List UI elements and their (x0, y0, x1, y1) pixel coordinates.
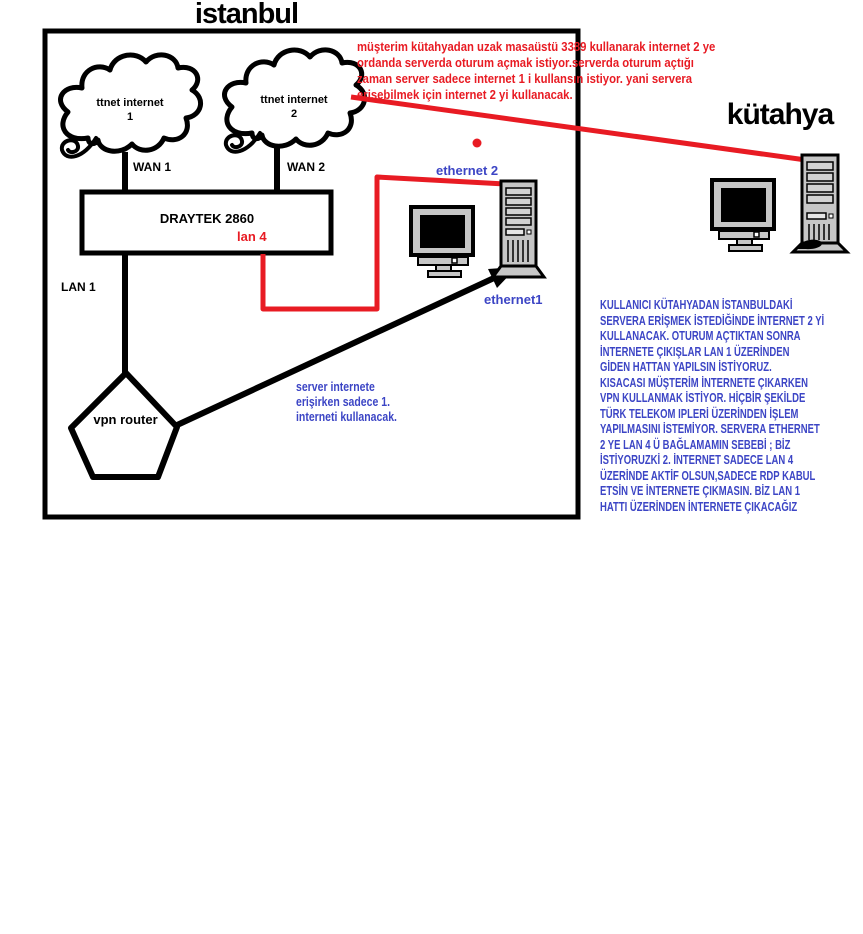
requirements-note-line: KULLANACAK. OTURUM AÇTIKTAN SONRA (600, 329, 801, 343)
cloud-1-label: ttnet internet 1 (96, 97, 164, 123)
ethernet2-label: ethernet 2 (436, 163, 499, 178)
lan4-label: lan 4 (237, 229, 267, 244)
requirements-note-line: İNTERNETE ÇIKIŞLAR LAN 1 ÜZERİNDEN (600, 344, 790, 359)
red-note-line: ordanda serverda oturum açmak istiyor.serverda oturum açtığı (357, 55, 694, 70)
istanbul-monitor-icon (411, 207, 473, 277)
ethernet1-label: ethernet1 (484, 292, 543, 307)
cloud-2-label: ttnet internet 2 (260, 94, 328, 120)
kutahya-server-tower-icon (793, 155, 847, 252)
wan2-label: WAN 2 (287, 160, 326, 174)
site-title-kutahya: kütahya (726, 98, 834, 131)
requirements-note-line: KISACASI MÜŞTERİM İNTERNETE ÇIKARKEN (600, 375, 808, 390)
wan1-label: WAN 1 (133, 160, 172, 174)
requirements-note-line: İSTİYORUZKİ 2. İNTERNET SADECE LAN 4 (600, 453, 794, 467)
red-note-line: müşterim kütahyadan uzak masaüstü 3389 kullanarak internet 2 ye (357, 39, 716, 54)
requirements-note-line: ETSİN VE İNTERNETE ÇIKMASIN. BİZ LAN 1 (600, 484, 801, 498)
requirements-note-line: HATTI ÜZERİNDEN İNTERNETE ÇIKACAĞIZ (600, 499, 798, 514)
server-note-line: interneti kullanacak. (296, 410, 397, 424)
istanbul-server-tower-icon (493, 181, 544, 277)
draytek-router-label: DRAYTEK 2860 (159, 211, 255, 226)
vpn-router-label: vpn router (93, 412, 158, 427)
requirements-note-line: YAPILMASINI İSTEMİYOR. SERVERA ETHERNET (600, 422, 820, 436)
server-note-line: server internete (296, 380, 375, 394)
requirements-note-line: VPN KULLANMAK İSTİYOR. HİÇBİR ŞEKİLDE (600, 391, 806, 405)
requirements-note-line: KULLANICI KÜTAHYADAN İSTANBULDAKİ (600, 298, 793, 312)
site-title-istanbul: istanbul (194, 0, 299, 30)
requirements-note-line: GİDEN HATTAN YAPILSIN İSTİYORUZ. (600, 360, 772, 374)
requirements-note-line: ÜZERİNDE AKTİF OLSUN,SADECE RDP KABUL (600, 468, 816, 483)
requirements-note-line: SERVERA ERİŞMEK İSTEDİĞİNDE İNTERNET 2 Yİ (600, 313, 825, 328)
red-note-line: zaman server sadece internet 1 i kullansın istiyor. yani servera (357, 71, 693, 86)
requirements-note-line: TÜRK TELEKOM IPLERİ ÜZERİNDEN İŞLEM (600, 406, 799, 421)
server-note (296, 380, 397, 425)
red-note-line: erişebilmek için internet 2 yi kullanacak. (357, 87, 573, 102)
lan1-label: LAN 1 (61, 280, 96, 294)
requirements-note (600, 298, 824, 515)
server-note-line: erişirken sadece 1. (296, 395, 390, 409)
red-dot (473, 139, 482, 148)
kutahya-monitor-icon (712, 180, 774, 251)
requirements-note-line: 2 YE LAN 4 Ü BAĞLAMAMIN SEBEBİ ; BİZ (600, 437, 791, 452)
red-note (357, 39, 715, 103)
